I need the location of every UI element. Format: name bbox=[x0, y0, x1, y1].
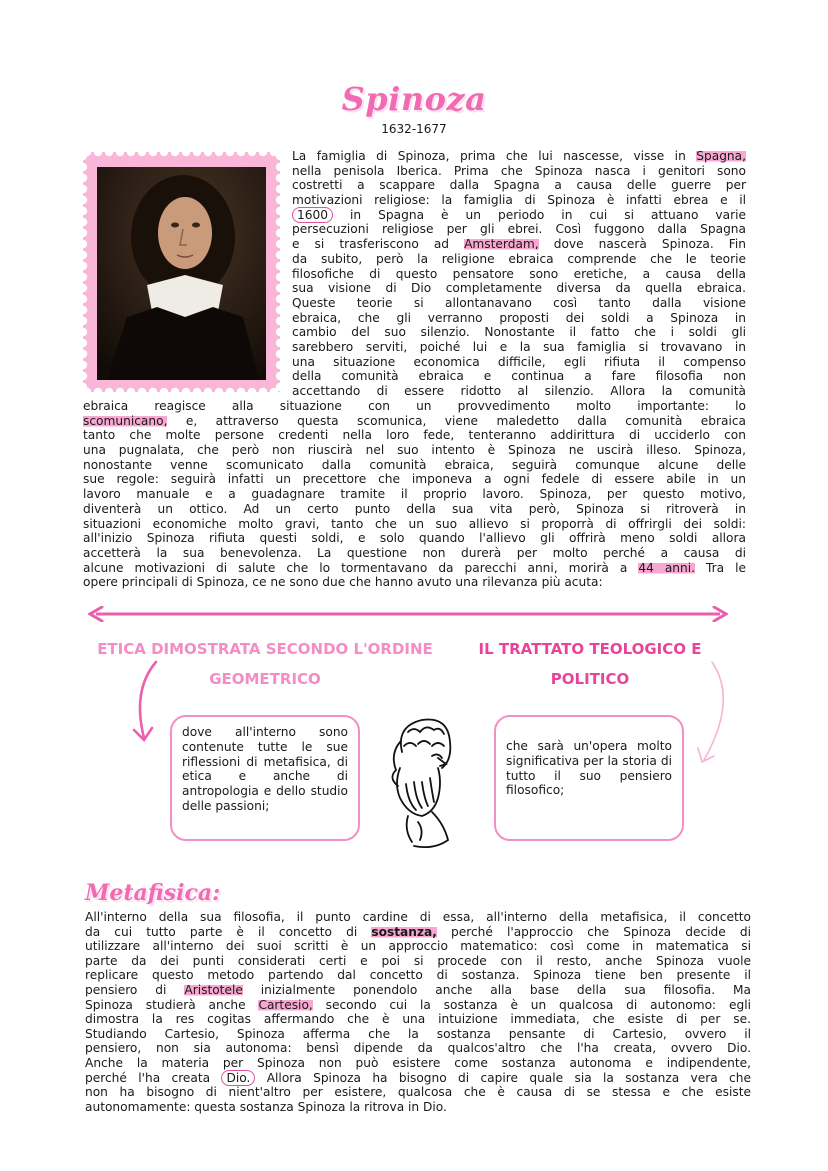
text-segment-pre: alcune motivazioni di salute che lo tormentavano da parecchi anni, morirà a bbox=[83, 560, 639, 575]
stamp-scallop bbox=[83, 174, 87, 182]
stamp-scallop bbox=[248, 388, 256, 392]
text-line: parte da dei punti considerati certi e poi si procede con il resto, anche Spinoza vuole bbox=[85, 953, 751, 968]
work-tractatus-title bbox=[460, 634, 720, 694]
stamp-scallop bbox=[94, 152, 102, 156]
text-segment-post: Tra le bbox=[695, 560, 747, 575]
text-segment-mark: Dio. bbox=[221, 1070, 255, 1086]
text-line: lavoro manuale e a guadagnare tramite il proprio lavoro. Spinoza, per questo motivo, bbox=[83, 487, 746, 502]
stamp-scallop bbox=[171, 388, 179, 392]
stamp-scallop bbox=[276, 251, 280, 259]
text-segment-pre: Spinoza studierà anche bbox=[85, 997, 259, 1012]
stamp-scallop bbox=[83, 328, 87, 336]
text-segment-mark: Amsterdam, bbox=[464, 237, 539, 252]
stamp-scallop bbox=[276, 196, 280, 204]
stamp-scallop bbox=[276, 328, 280, 336]
text-line: nonostante venne scomunicato dalla comunità ebraica, seguirà comunque alcune delle bbox=[83, 457, 746, 472]
work-tractatus-description-text: che sarà un'opera molto significativa per la storia di tutto il suo pensiero filosofico; bbox=[506, 739, 672, 798]
text-line: opere principali di Spinoza, ce ne sono due che hanno avuto una rilevanza più acuta: bbox=[83, 575, 603, 590]
stamp-scallop bbox=[204, 152, 212, 156]
text-segment-post: dove nascerà Spinoza. Fin bbox=[538, 237, 746, 252]
metafisica-paragraph bbox=[85, 910, 751, 1114]
stamp-scallop bbox=[193, 152, 201, 156]
stamp-scallop bbox=[83, 196, 87, 204]
stamp-scallop bbox=[276, 273, 280, 281]
page-dates: 1632-1677 bbox=[381, 122, 447, 136]
text-segment-mark: sostanza, bbox=[371, 924, 437, 939]
text-line: dimostra la res cogitas affermando che è una intuizione immediata, che esiste di per se. bbox=[85, 1012, 751, 1027]
work-tractatus-title-line2: POLITICO bbox=[550, 670, 630, 688]
text-line: situazioni economiche molto gravi, tanto che un suo allievo si proporrà di offrirgli dei soldi: bbox=[83, 516, 746, 531]
text-line: nella penisola Iberica. Prima che Spinoza nasca i genitori sono bbox=[292, 163, 746, 178]
stamp-scallop bbox=[276, 361, 280, 369]
stamp-scallop bbox=[83, 339, 87, 347]
stamp-scallop bbox=[83, 350, 87, 358]
stamp-scallop bbox=[226, 152, 234, 156]
stamp-scallop bbox=[276, 317, 280, 325]
page-title: Spinoza bbox=[341, 80, 487, 118]
work-tractatus-description bbox=[494, 715, 684, 841]
stamp-scallop bbox=[215, 388, 223, 392]
text-line: costretti a scappare dalla Spagna a causa delle guerre per bbox=[292, 178, 746, 193]
stamp-scallop bbox=[116, 388, 124, 392]
stamp-scallop bbox=[276, 350, 280, 358]
stamp-scallop bbox=[127, 388, 135, 392]
text-line: Studiando Cartesio, Spinoza afferma che la sostanza pensante di Cartesio, ovvero il bbox=[85, 1026, 751, 1041]
double-arrow-icon bbox=[88, 606, 728, 622]
stamp-scallop bbox=[248, 152, 256, 156]
text-line bbox=[85, 925, 751, 940]
text-line: ebraica, che gli verranno proposti dei soldi a Spinoza in bbox=[292, 310, 746, 325]
stamp-scallop bbox=[83, 317, 87, 325]
text-line bbox=[292, 237, 746, 252]
text-line bbox=[85, 998, 751, 1013]
stamp-scallop bbox=[276, 306, 280, 314]
text-line bbox=[292, 208, 746, 223]
stamp-scallop bbox=[276, 207, 280, 215]
text-segment-mark: Cartesio, bbox=[258, 997, 313, 1012]
spinoza-portrait bbox=[97, 167, 266, 380]
work-ethica-description-text: dove all'interno sono contenute tutte le sue riflessioni di metafisica, di etica e anche di antropologia e dello studio delle passioni; bbox=[182, 725, 348, 813]
stamp-scallop bbox=[276, 295, 280, 303]
stamp-scallop bbox=[204, 388, 212, 392]
text-segment-mark: 44 anni. bbox=[638, 560, 695, 575]
text-line: Anche la materia per Spinoza non può esistere come sostanza autonoma e indipendente, bbox=[85, 1055, 751, 1070]
text-line: ebraica reagisce alla situazione con un provvedimento molto importante: lo bbox=[83, 399, 746, 413]
stamp-scallop bbox=[105, 388, 113, 392]
text-segment-mark: Aristotele bbox=[184, 982, 243, 997]
text-line: autonomamente: questa sostanza Spinoza la ritrova in Dio. bbox=[85, 1099, 447, 1114]
stamp-scallop bbox=[149, 152, 157, 156]
text-line: motivazioni religiose: la famiglia di Spinoza è infatti ebrea e il bbox=[292, 193, 746, 208]
text-line: replicare questo metodo partendo dal concetto di sostanza. Spinoza tiene ben presente il bbox=[85, 968, 751, 983]
stamp-scallop bbox=[237, 388, 245, 392]
stamp-scallop bbox=[116, 152, 124, 156]
text-line: diventerà un ottico. Ad un certo punto della sua vita però, Spinoza si ritroverà in bbox=[83, 501, 746, 516]
work-tractatus-title-line1: IL TRATTATO TEOLOGICO E bbox=[478, 640, 702, 658]
stamp-scallop bbox=[259, 388, 267, 392]
text-line: sarebbero serviti, poiché lui e la sua famiglia si trovavano in bbox=[292, 339, 746, 354]
stamp-scallop bbox=[276, 163, 280, 171]
text-segment-pre: perché l'ha creata bbox=[85, 1070, 222, 1085]
text-segment-pre: pensiero di bbox=[85, 982, 185, 997]
text-line: una situazione economica difficile, egli rifiuta il compenso bbox=[292, 354, 746, 369]
text-line: una pugnalata, che però non riuscirà nel suo intento è Spinoza ne uscirà illeso. Spinoza, bbox=[83, 443, 746, 458]
work-ethica-title-line2: GEOMETRICO bbox=[209, 670, 321, 688]
stamp-scallop bbox=[276, 262, 280, 270]
text-line bbox=[83, 414, 746, 429]
text-line: cambio del suo silenzio. Nonostante il fatto che i soldi gli bbox=[292, 325, 746, 340]
text-segment-post: in Spagna è un periodo in cui si attuano varie bbox=[333, 207, 746, 222]
stamp-scallop bbox=[83, 240, 87, 248]
text-line: filosofiche di questo pensatore sono eretiche, a causa della bbox=[292, 266, 746, 281]
stamp-scallop bbox=[83, 218, 87, 226]
stamp-scallop bbox=[237, 152, 245, 156]
stamp-scallop bbox=[83, 273, 87, 281]
stamp-scallop bbox=[83, 163, 87, 171]
stamp-scallop bbox=[276, 240, 280, 248]
text-line: All'interno della sua filosofia, il punto cardine di essa, all'interno della metafisica, il concetto bbox=[85, 910, 751, 924]
stamp-scallop bbox=[215, 152, 223, 156]
text-line: sue regole: seguirà infatti un precettore che imponeva a ogni fedele di essere abile in un bbox=[83, 472, 746, 487]
stamp-scallop bbox=[83, 229, 87, 237]
stamp-scallop bbox=[138, 152, 146, 156]
stamp-scallop bbox=[276, 284, 280, 292]
stamp-scallop bbox=[83, 207, 87, 215]
text-segment-pre: da cui tutto parte è il concetto di bbox=[85, 924, 372, 939]
text-line: Queste teorie si allontanavano così tanto dalla visione bbox=[292, 295, 746, 310]
text-line: utilizzare all'interno dei suoi scritti è un approccio matematico: così come in matematica si bbox=[85, 939, 751, 954]
section-title-metafisica: Metafisica: bbox=[85, 880, 221, 906]
text-segment-pre: e si trasferiscono ad bbox=[292, 237, 465, 252]
stamp-scallop bbox=[83, 262, 87, 270]
stamp-scallop bbox=[127, 152, 135, 156]
stamp-scallop bbox=[259, 152, 267, 156]
stamp-scallop bbox=[160, 152, 168, 156]
stamp-scallop bbox=[83, 306, 87, 314]
text-line: tanto che molte persone credenti nella loro fede, tenteranno addirittura di ucciderlo con bbox=[83, 428, 746, 443]
stamp-scallop bbox=[94, 388, 102, 392]
stamp-scallop bbox=[149, 388, 157, 392]
stamp-scallop bbox=[276, 229, 280, 237]
work-ethica-title-line1: ETICA DIMOSTRATA SECONDO L'ORDINE bbox=[97, 640, 433, 658]
text-line: pensiero, non sia autonoma: bensì dipende da qualcos'altro che l'ha creata, ovvero Dio. bbox=[85, 1041, 751, 1056]
stamp-scallop bbox=[276, 372, 280, 380]
text-line: all'inizio Spinoza rifiuta questi soldi, e solo quando l'allievo gli offrirà meno soldi allora bbox=[83, 531, 746, 546]
stamp-scallop bbox=[105, 152, 113, 156]
text-segment-mark: 1600 bbox=[292, 207, 333, 223]
curved-arrow-icon bbox=[128, 660, 168, 746]
stamp-scallop bbox=[83, 284, 87, 292]
text-segment-mark: scomunicano, bbox=[83, 413, 168, 428]
stamp-scallop bbox=[276, 185, 280, 193]
text-line bbox=[85, 983, 751, 998]
stamp-scallop bbox=[83, 185, 87, 193]
stamp-scallop bbox=[83, 295, 87, 303]
text-segment-mark: Spagna, bbox=[696, 149, 746, 163]
text-line bbox=[85, 1071, 751, 1086]
text-line: accetterà la sua benevolenza. La questione non durerà per molto perché a causa di bbox=[83, 545, 746, 560]
text-segment-post: e, attraverso questa scomunica, viene maledetto dalla comunità ebraica bbox=[167, 413, 746, 428]
stamp-scallop bbox=[83, 372, 87, 380]
stamp-scallop bbox=[83, 251, 87, 259]
stamp-scallop bbox=[226, 388, 234, 392]
text-segment-post: Allora Spinoza ha bisogno di capire quale sia la sostanza vera che bbox=[255, 1070, 751, 1085]
stamp-scallop bbox=[160, 388, 168, 392]
stamp-scallop bbox=[171, 152, 179, 156]
text-line: della comunità ebraica e continua a fare filosofia non bbox=[292, 369, 746, 384]
text-line: persecuzioni religiose per gli ebrei. Così fuggono dalla Spagna bbox=[292, 222, 746, 237]
intro-paragraph bbox=[292, 149, 746, 399]
work-ethica-description bbox=[170, 715, 360, 841]
stamp-scallop bbox=[276, 174, 280, 182]
stamp-scallop bbox=[182, 388, 190, 392]
text-segment-post: inizialmente ponendolo anche alla base della sua filosofia. Ma bbox=[242, 982, 751, 997]
text-line: non ha bisogno di nient'altro per esistere, qualcosa che è causa di se stessa e che esiste bbox=[85, 1085, 751, 1100]
text-line bbox=[292, 149, 746, 164]
stamp-scallop bbox=[276, 339, 280, 347]
text-line: accettando di essere ridotto al silenzio. Allora la comunità bbox=[292, 384, 746, 398]
philosopher-bust-icon bbox=[378, 712, 466, 852]
stamp-scallop bbox=[83, 361, 87, 369]
text-line bbox=[83, 561, 746, 576]
intro-paragraph-continued bbox=[83, 399, 746, 590]
text-line: da subito, però la religione ebraica comprende che le teorie bbox=[292, 251, 746, 266]
text-segment-pre: La famiglia di Spinoza, prima che lui nascesse, visse in bbox=[292, 149, 697, 163]
text-segment-post: secondo cui la sostanza è un qualcosa di autonomo: egli bbox=[312, 997, 751, 1012]
stamp-scallop bbox=[276, 218, 280, 226]
stamp-scallop bbox=[193, 388, 201, 392]
stamp-scallop bbox=[138, 388, 146, 392]
stamp-scallop bbox=[182, 152, 190, 156]
curved-arrow-icon bbox=[690, 660, 736, 770]
text-segment-post: perché l'approccio che Spinoza decide di bbox=[436, 924, 751, 939]
text-line: sua visione di Dio completamente diversa da quella ebraica. bbox=[292, 281, 746, 296]
